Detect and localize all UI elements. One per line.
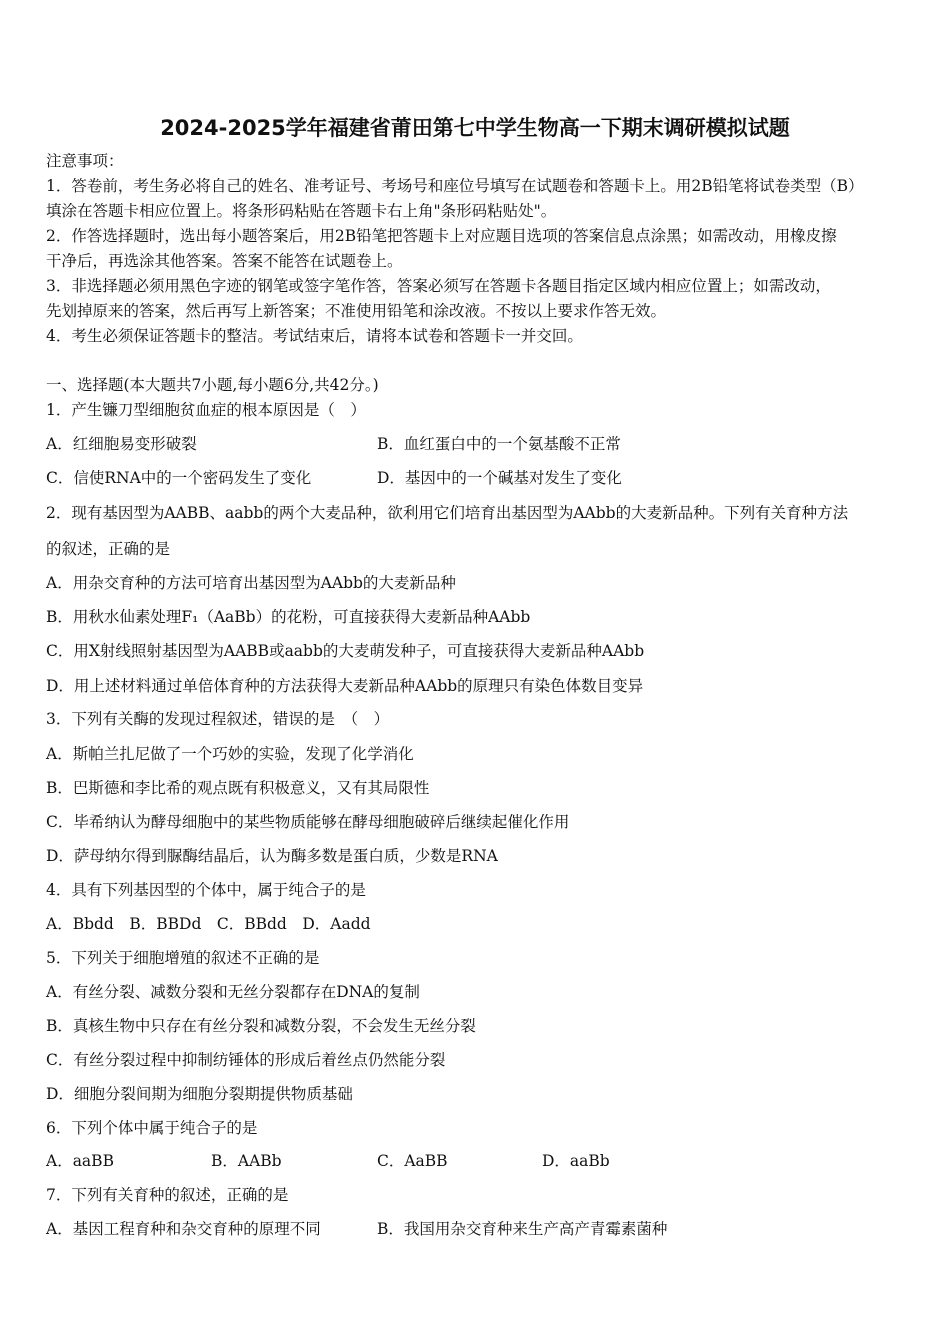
option: B．巴斯德和李比希的观点既有积极意义，又有其局限性 [46,779,430,797]
option: D．用上述材料通过单倍体育种的方法获得大麦新品种AAbb的原理只有染色体数目变异 [46,677,644,695]
option: C．毕希纳认为酵母细胞中的某些物质能够在酵母细胞破碎后继续起催化作用 [46,813,570,831]
question-stem: 5．下列关于细胞增殖的叙述不正确的是 [46,949,320,967]
question-stem: 1．产生镰刀型细胞贫血症的根本原因是（ ） [46,401,366,419]
question-stem: 3．下列有关酶的发现过程叙述，错误的是 （ ） [46,710,390,728]
option: D．萨母纳尔得到脲酶结晶后，认为酶多数是蛋白质，少数是RNA [46,847,498,865]
option: C．信使RNA中的一个密码发生了变化 [46,469,312,487]
question-stem: 6．下列个体中属于纯合子的是 [46,1119,258,1137]
option: A．斯帕兰扎尼做了一个巧妙的实验，发现了化学消化 [46,745,414,763]
question-stem: 2．现有基因型为AABB、aabb的两个大麦品种，欲利用它们培育出基因型为AAbb的大麦新品种。下列有关育种方法 [46,504,849,522]
option: B．我国用杂交育种来生产高产青霉素菌种 [377,1220,668,1238]
option: B．用秋水仙素处理F₁（AaBb）的花粉，可直接获得大麦新品种AAbb [46,608,531,626]
option: A．基因工程育种和杂交育种的原理不同 [46,1220,321,1238]
option: C．AaBB [377,1152,448,1170]
question-stem: 4．具有下列基因型的个体中，属于纯合子的是 [46,881,366,899]
option: C．用X射线照射基因型为AABB或aabb的大麦萌发种子，可直接获得大麦新品种AAbb [46,642,645,660]
notice-line: 1．答卷前，考生务必将自己的姓名、准考证号、考场号和座位号填写在试题卷和答题卡上。用2B铅笔将试卷类型（B） [46,177,864,195]
option: A．aaBB [46,1152,114,1170]
question-stem-continued: 的叙述，正确的是 [46,540,171,558]
notice-line: 3．非选择题必须用黑色字迹的钢笔或签字笔作答，答案必须写在答题卡各题目指定区域内相应位置上；如需改动， [46,277,831,295]
option: A．用杂交育种的方法可培育出基因型为AAbb的大麦新品种 [46,574,456,592]
option: A．红细胞易变形破裂 [46,435,197,453]
notice-line: 2．作答选择题时，选出每小题答案后，用2B铅笔把答题卡上对应题目选项的答案信息点涂黑；如需改动，用橡皮擦 [46,227,837,245]
option: C．有丝分裂过程中抑制纺锤体的形成后着丝点仍然能分裂 [46,1051,446,1069]
page-title: 2024-2025学年福建省莆田第七中学生物高一下期末调研模拟试题 [160,116,790,140]
option: D．细胞分裂间期为细胞分裂期提供物质基础 [46,1085,353,1103]
notice-heading: 注意事项： [46,152,124,170]
question-stem: 7．下列有关育种的叙述，正确的是 [46,1186,289,1204]
notice-line: 4．考生必须保证答题卡的整洁。考试结束后，请将本试卷和答题卡一并交回。 [46,327,583,345]
notice-line: 填涂在答题卡相应位置上。将条形码粘贴在答题卡右上角"条形码粘贴处"。 [46,202,557,220]
option: D．基因中的一个碱基对发生了变化 [377,469,622,487]
option: A．Bbdd B．BBDd C．BBdd D．Aadd [46,915,371,933]
option: B．真核生物中只存在有丝分裂和减数分裂，不会发生无丝分裂 [46,1017,476,1035]
notice-line: 干净后，再选涂其他答案。答案不能答在试题卷上。 [46,252,403,270]
option: D．aaBb [542,1152,610,1170]
section-heading: 一、选择题(本大题共7小题,每小题6分,共42分。) [46,376,379,394]
option: B．AABb [211,1152,282,1170]
option: A．有丝分裂、减数分裂和无丝分裂都存在DNA的复制 [46,983,420,1001]
notice-line: 先划掉原来的答案，然后再写上新答案；不准使用铅笔和涂改液。不按以上要求作答无效。 [46,302,667,320]
option: B．血红蛋白中的一个氨基酸不正常 [377,435,621,453]
